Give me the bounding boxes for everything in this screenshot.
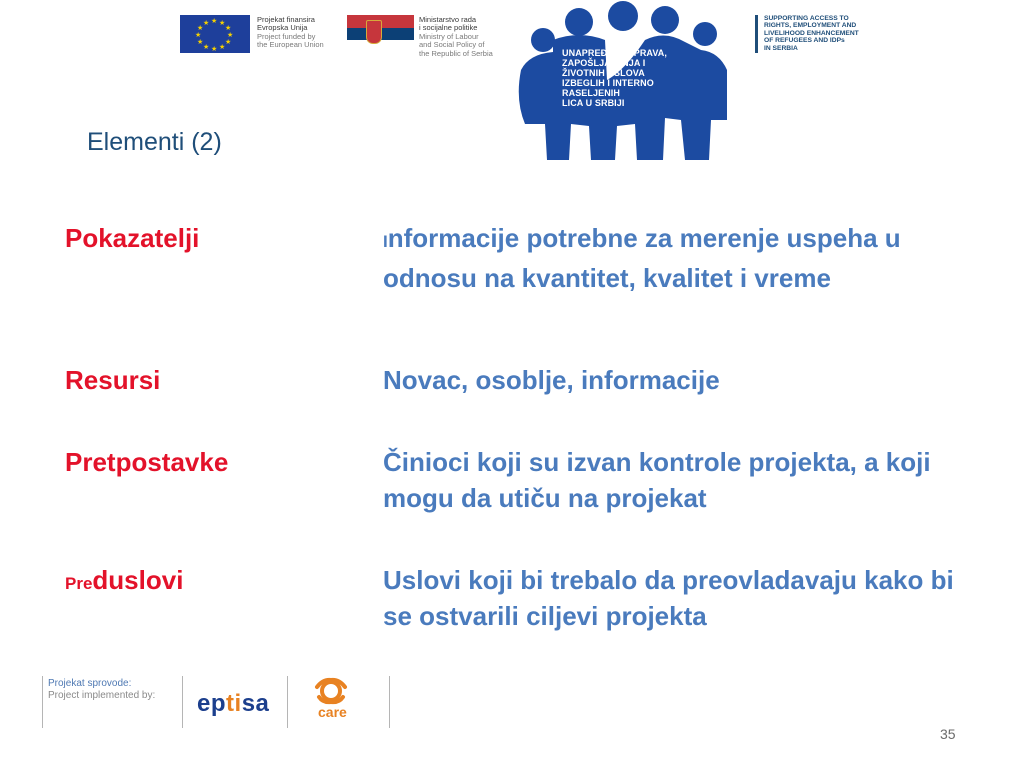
campaign-slogan-line: UNAPREĐENJE PRAVA, xyxy=(562,48,667,58)
footer-divider xyxy=(389,676,390,728)
term-text: duslovi xyxy=(92,565,184,595)
term-preduslovi xyxy=(65,564,365,600)
ministry-text-line: Ministry of Labour xyxy=(419,31,479,41)
eptisa-logo-part: sa xyxy=(241,690,270,717)
eu-text-line: Projekat finansira xyxy=(257,15,315,24)
slide-title-main: Elementi xyxy=(87,128,185,156)
campaign-slogan-line: RASELJENIH xyxy=(562,88,621,98)
eu-funding-text xyxy=(257,16,347,50)
campaign-slogan-line: ZAPOŠLJAVANJA I xyxy=(562,58,646,68)
tagline-line: SUPPORTING ACCESS TO xyxy=(764,15,849,22)
implemented-by-label xyxy=(48,678,155,702)
term-resursi: Resursi xyxy=(65,365,161,395)
serbia-coat-of-arms-icon xyxy=(366,20,382,44)
care-logo-text: care xyxy=(318,704,347,720)
definition-preduslovi: Uslovi koji bi trebalo da preovladavaju kako bi se ostvarili ciljevi projekta xyxy=(383,565,954,631)
ministry-text-line: Ministarstvo rada xyxy=(419,15,477,24)
ministry-text-line: and Social Policy of xyxy=(419,40,485,50)
ministry-text-line: i socijalne politike xyxy=(419,23,478,33)
definition-pretpostavke: Činioci koji su izvan kontrole projekta, a koji mogu da utiču na projekat xyxy=(383,447,931,513)
definition-resursi: Novac, osoblje, informacije xyxy=(383,365,720,395)
implemented-by-sr: Projekat sprovode: xyxy=(48,678,132,689)
eu-text-line: Project funded by xyxy=(257,31,316,41)
campaign-slogan xyxy=(562,48,672,108)
term-pokazatelji: Pokazatelji xyxy=(65,223,200,253)
tagline-line: OF REFUGEES AND IDPs xyxy=(764,37,845,45)
term-prefix: Pre xyxy=(65,574,93,593)
tagline-line: RIGHTS, EMPLOYMENT AND xyxy=(764,22,857,30)
eptisa-logo-part: ti xyxy=(226,690,242,717)
eu-text-line: Evropska Unija xyxy=(257,23,308,33)
footer-divider xyxy=(182,676,183,728)
footer-divider xyxy=(42,676,43,728)
slide-title-number: (2) xyxy=(184,128,222,156)
campaign-slogan-line: IZBEGLIH I INTERNO xyxy=(562,78,654,88)
footer-divider xyxy=(287,676,288,728)
implemented-by-en: Project implemented by: xyxy=(48,690,156,701)
eu-flag-logo: ★ ★ ★ ★ ★ ★ ★ ★ ★ ★ ★ ★ xyxy=(180,15,250,53)
term-pretpostavke: Pretpostavke xyxy=(65,447,229,477)
page-number: 35 xyxy=(940,726,956,742)
eptisa-logo xyxy=(197,690,269,718)
ministry-text-line: the Republic of Serbia xyxy=(419,48,493,58)
campaign-slogan-line: LICA U SRBIJI xyxy=(562,98,625,108)
definition-text: nformacije potrebne za merenje uspeha u odnosu na kvantitet, kvalitet i vreme xyxy=(383,223,901,293)
header-divider xyxy=(755,15,758,53)
campaign-slogan-line: ŽIVOTNIH USLOVA xyxy=(562,68,645,78)
definition-pokazatelji xyxy=(383,220,983,296)
tagline-line: LIVELIHOOD ENHANCEMENT xyxy=(764,29,859,37)
tagline-line: IN SERBIA xyxy=(764,44,798,52)
slide-title xyxy=(87,128,222,157)
definition-initial: I xyxy=(383,232,388,251)
project-tagline xyxy=(764,15,914,52)
eu-text-line: the European Union xyxy=(257,40,324,50)
eptisa-logo-part: ep xyxy=(197,690,227,717)
